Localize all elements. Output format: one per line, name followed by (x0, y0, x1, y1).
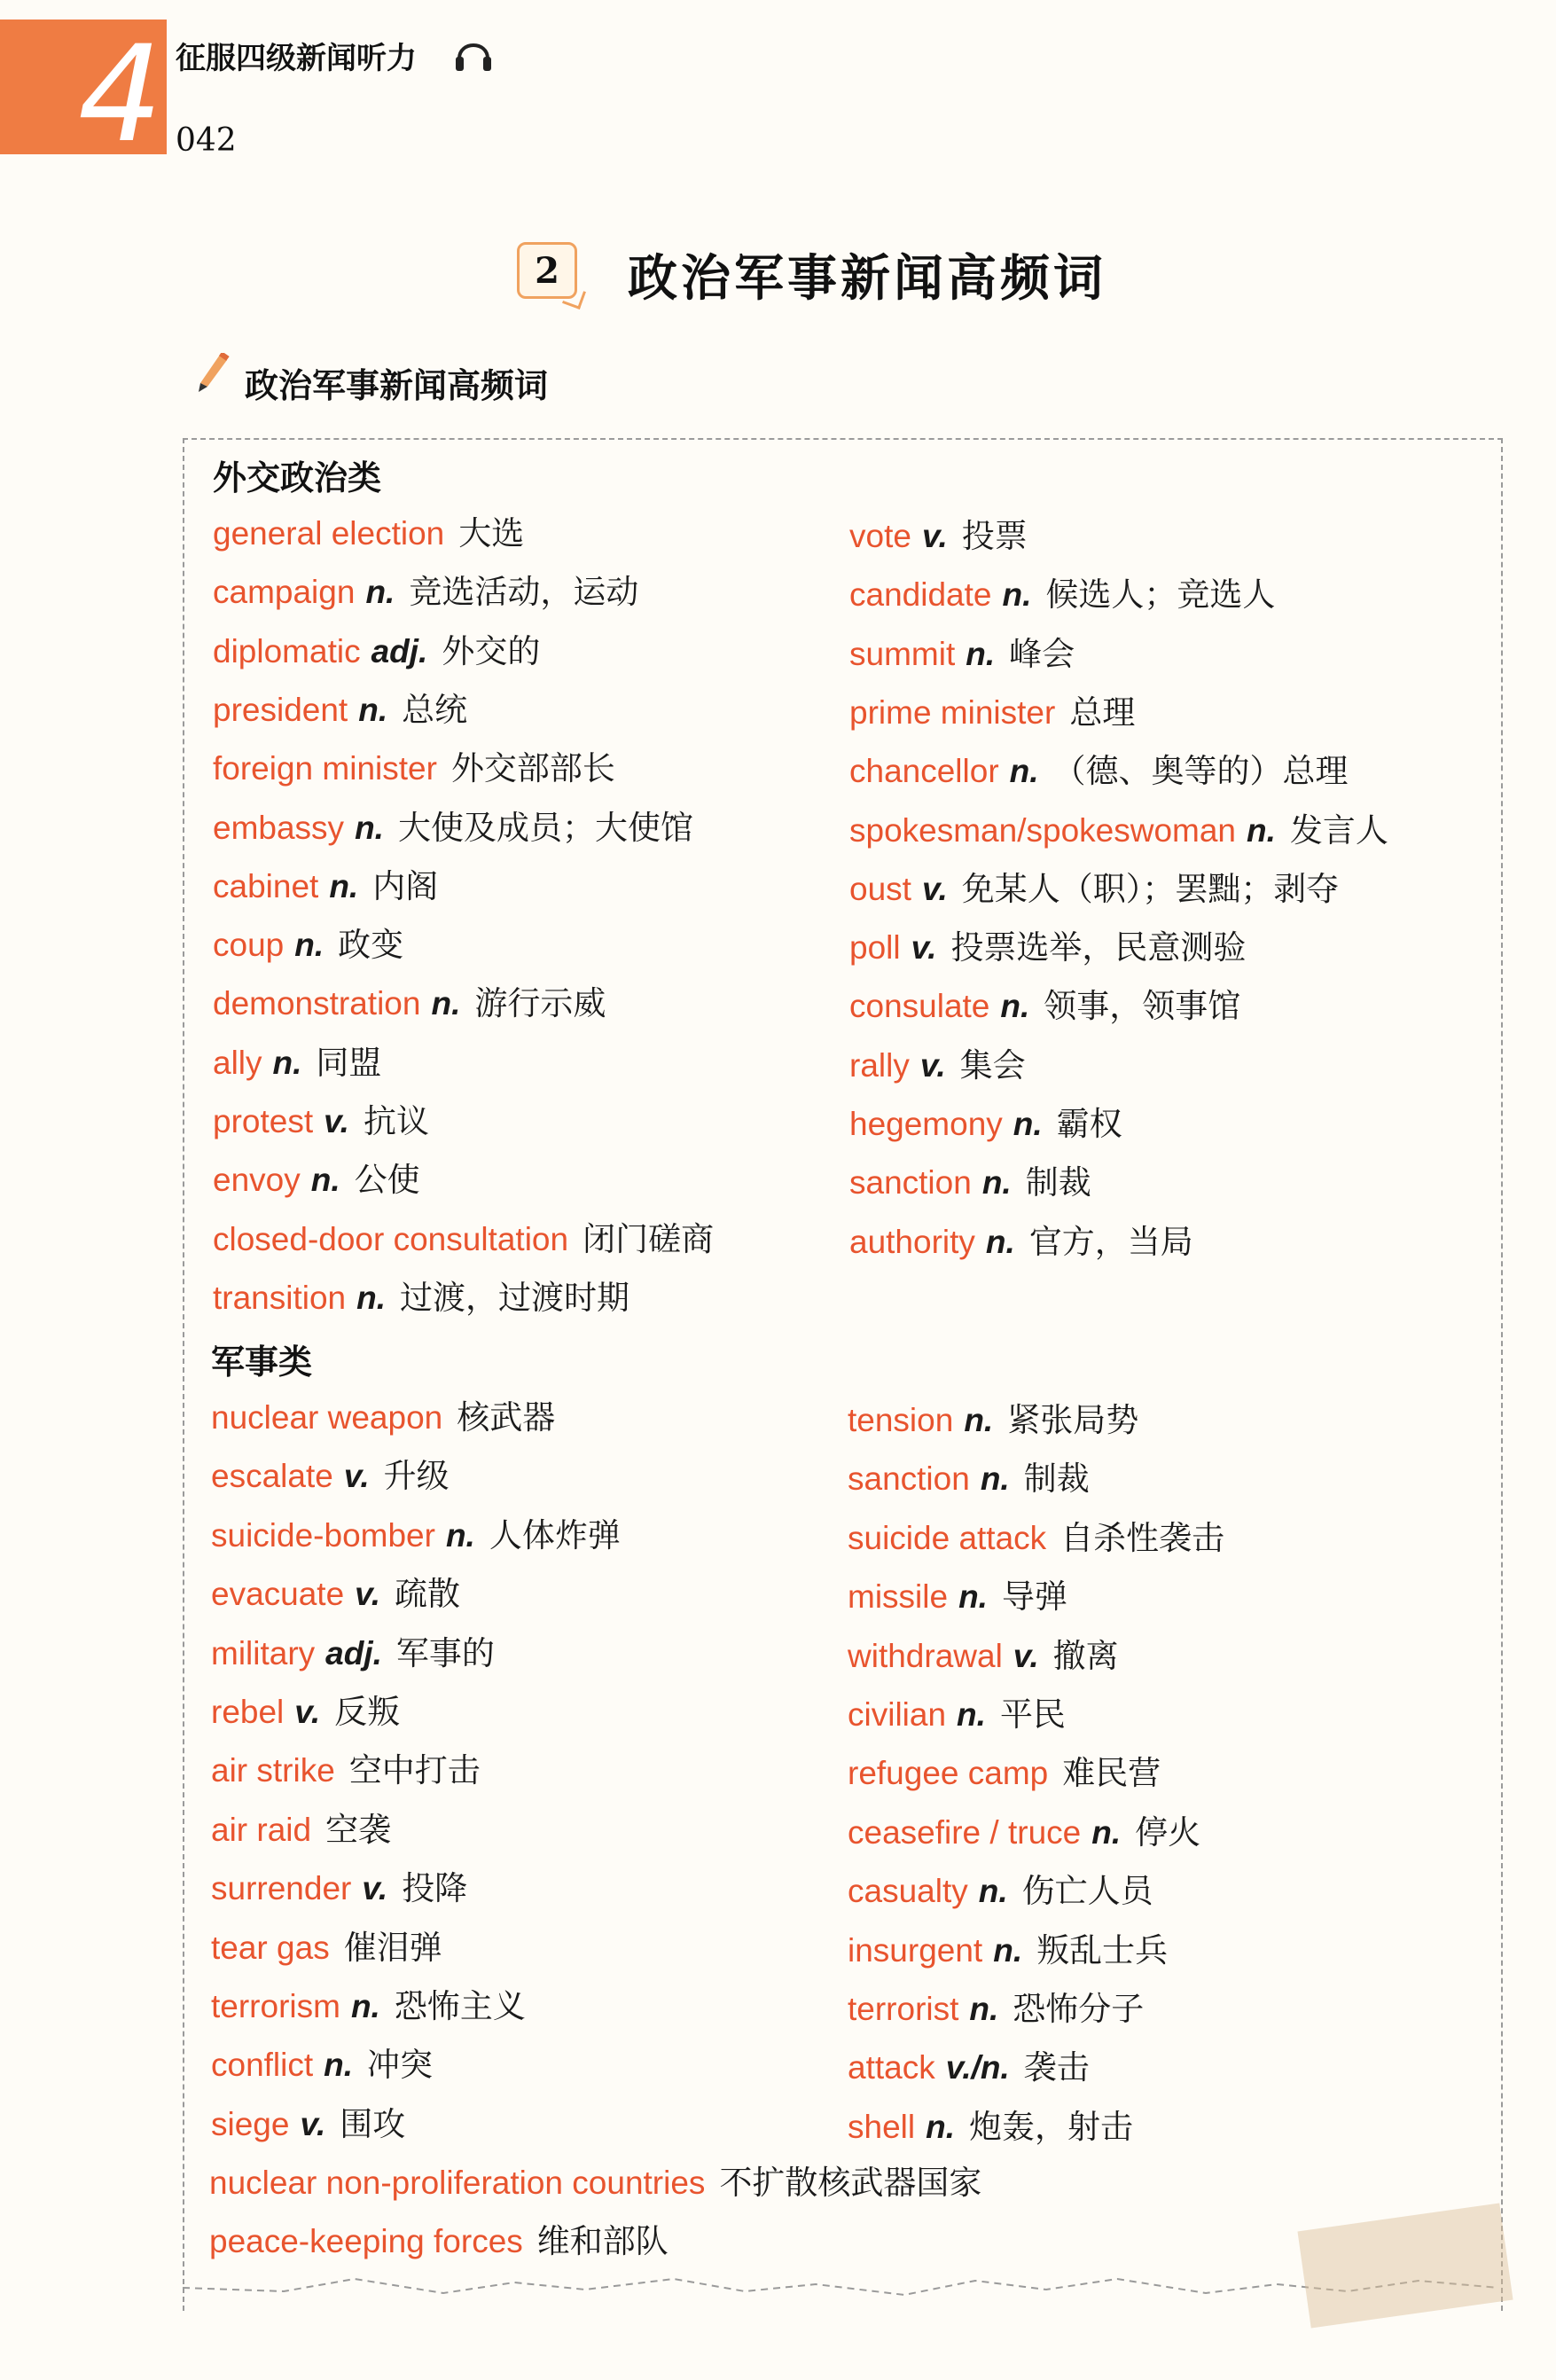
vocab-part-of-speech: n. (993, 1931, 1023, 1969)
vocab-term: protest (213, 1103, 314, 1139)
vocab-meaning: 人体炸弹 (489, 1515, 621, 1554)
vocab-meaning: 平民 (999, 1695, 1066, 1734)
vocab-part-of-speech: n. (980, 1460, 1010, 1498)
vocab-meaning: 维和部队 (536, 2222, 669, 2260)
vocab-entry (209, 2164, 981, 2203)
vocab-part-of-speech: n. (1000, 988, 1030, 1025)
book-title: 征服四级新闻听力 (176, 41, 417, 76)
vocab-term: terrorism (211, 1988, 340, 2024)
vocab-term: sanction (848, 1460, 970, 1498)
vocab-entry (849, 870, 1339, 909)
vocab-term: spokesman/spokeswoman (849, 811, 1236, 849)
vocab-term: suicide attack (848, 1519, 1047, 1556)
vocab-term: attack (848, 2049, 935, 2086)
vocab-term: closed-door consultation (213, 1220, 569, 1257)
vocab-entry (211, 1693, 400, 1732)
vocab-term: rebel (211, 1694, 285, 1730)
vocab-part-of-speech: v. (362, 1870, 388, 1907)
vocab-part-of-speech: adj. (325, 1634, 382, 1671)
vocab-meaning: 同盟 (316, 1043, 382, 1082)
chapter-header-block (0, 18, 167, 172)
vocab-entry (849, 752, 1349, 791)
vocab-term: president (213, 691, 348, 728)
vocab-meaning: 疏散 (395, 1575, 460, 1614)
vocab-meaning: 停火 (1135, 1812, 1201, 1852)
vocab-meaning: 升级 (383, 1457, 450, 1496)
vocab-part-of-speech: n. (978, 1873, 1008, 1910)
section-number-badge: 2 (517, 242, 577, 299)
vocab-part-of-speech: n. (356, 1279, 387, 1316)
vocab-entry (848, 2108, 1133, 2147)
vocab-term: vote (849, 518, 911, 554)
vocab-term: chancellor (849, 753, 999, 790)
vocab-entry (848, 1695, 1066, 1734)
vocab-term: missile (848, 1578, 949, 1616)
vocab-meaning: 内阁 (372, 866, 439, 905)
vocab-part-of-speech: n. (445, 1516, 475, 1554)
vocab-entry (849, 987, 1240, 1026)
vocab-entry (848, 1637, 1119, 1676)
vocab-meaning: 紧张局势 (1007, 1401, 1139, 1439)
vocab-term: prime minister (849, 693, 1056, 731)
vocab-entry (211, 1929, 442, 1968)
vocab-term: air raid (211, 1811, 312, 1848)
vocab-meaning: 冲突 (367, 2046, 434, 2085)
vocab-term: peace-keeping forces (209, 2223, 523, 2259)
chapter-number: 4 (78, 18, 163, 172)
vocab-entry (849, 1163, 1091, 1202)
vocab-meaning: 发言人 (1289, 810, 1388, 849)
vocab-term: rally (849, 1046, 910, 1084)
vocab-meaning: 官方，当局 (1028, 1222, 1193, 1261)
vocab-part-of-speech: v. (919, 1046, 946, 1084)
vocab-entry (211, 1398, 555, 1437)
vocab-meaning: 催泪弹 (343, 1928, 442, 1967)
vocab-entry (848, 1990, 1144, 2029)
vocab-entry (213, 1220, 714, 1259)
vocab-part-of-speech: v. (300, 2105, 326, 2142)
vocab-meaning: 闭门磋商 (583, 1219, 715, 1258)
vocab-term: foreign minister (213, 750, 437, 787)
vocab-entry (848, 1578, 1067, 1617)
vocab-meaning: 大使及成员；大使馆 (397, 808, 693, 847)
vocab-part-of-speech: n. (981, 1164, 1012, 1202)
vocab-entry (848, 1931, 1168, 1970)
vocab-part-of-speech: n. (958, 1578, 988, 1616)
vocab-part-of-speech: n. (329, 867, 359, 904)
vocab-meaning: 外交的 (442, 631, 541, 670)
vocab-meaning: 空袭 (325, 1810, 392, 1849)
vocab-meaning: 峰会 (1009, 634, 1075, 673)
vocab-meaning: 游行示威 (474, 984, 606, 1023)
vocab-term: embassy (213, 809, 345, 846)
vocab-part-of-speech: v. (921, 518, 948, 554)
vocab-entry (213, 691, 467, 730)
vocab-part-of-speech: n. (358, 691, 388, 728)
vocab-term: withdrawal (848, 1637, 1003, 1674)
vocab-term: authority (849, 1223, 975, 1260)
vocab-part-of-speech: v. (355, 1576, 380, 1613)
vocab-part-of-speech: n. (294, 927, 324, 964)
vocab-part-of-speech: n. (272, 1044, 302, 1081)
vocab-part-of-speech: v. (921, 870, 948, 907)
vocab-entry (209, 2222, 669, 2261)
vocab-part-of-speech: n. (1009, 753, 1039, 790)
vocab-part-of-speech: n. (1002, 576, 1032, 614)
vocab-entry (213, 809, 693, 848)
vocab-part-of-speech: n. (957, 1696, 986, 1733)
vocab-entry (211, 1811, 391, 1850)
vocab-entry (211, 1987, 526, 2026)
vocab-term: casualty (848, 1873, 968, 1910)
vocab-entry (211, 1751, 481, 1790)
vocab-meaning: （德、奥等的）总理 (1052, 752, 1349, 791)
vocab-meaning: 军事的 (395, 1633, 495, 1672)
vocab-entry (849, 575, 1275, 615)
vocab-term: sanction (849, 1164, 972, 1202)
vocab-meaning: 导弹 (1001, 1578, 1067, 1617)
vocab-meaning: 恐怖主义 (394, 1987, 526, 2025)
vocab-term: transition (213, 1279, 347, 1316)
vocab-part-of-speech: n. (966, 635, 996, 672)
vocab-part-of-speech: v. (343, 1458, 370, 1495)
vocab-term: oust (849, 870, 911, 907)
vocab-entry (849, 811, 1388, 850)
vocab-meaning: 自杀性袭击 (1060, 1518, 1225, 1557)
vocab-meaning: 投降 (402, 1869, 468, 1908)
vocab-term: escalate (211, 1458, 333, 1495)
vocab-term: shell (848, 2108, 916, 2145)
vocab-entry (849, 1223, 1193, 1262)
vocab-part-of-speech: v. (1013, 1637, 1039, 1674)
vocab-part-of-speech: n. (985, 1223, 1015, 1260)
vocab-meaning: 总理 (1069, 693, 1136, 732)
vocab-term: air strike (211, 1752, 335, 1789)
vocab-term: candidate (849, 576, 992, 614)
vocab-entry (849, 693, 1135, 732)
vocab-meaning: 领事，领事馆 (1044, 987, 1241, 1026)
vocab-term: insurgent (848, 1931, 983, 1969)
vocab-meaning: 反叛 (334, 1693, 401, 1731)
vocab-entry (849, 1046, 1026, 1085)
vocab-term: general election (213, 515, 445, 552)
vocab-entry (211, 1634, 495, 1673)
vocab-entry (849, 517, 1028, 556)
vocab-meaning: 候选人；竞选人 (1045, 575, 1276, 615)
subsection-title: 政治军事新闻高频词 (245, 366, 549, 405)
vocab-term: evacuate (211, 1576, 345, 1613)
vocab-part-of-speech: n. (964, 1402, 994, 1438)
category-diplomacy: 外交政治类 (213, 458, 382, 497)
vocab-term: consulate (849, 988, 990, 1025)
page-number: 042 (176, 122, 237, 159)
vocab-meaning: 空中打击 (348, 1751, 481, 1790)
vocab-part-of-speech: n. (969, 1991, 999, 2027)
vocab-part-of-speech: n. (350, 1988, 380, 2024)
vocab-entry (211, 2046, 433, 2085)
vocab-entry (211, 1457, 450, 1496)
vocab-entry (213, 867, 438, 906)
vocab-part-of-speech: v. (911, 929, 937, 967)
vocab-term: campaign (213, 574, 356, 611)
vocab-part-of-speech: n. (926, 2108, 955, 2145)
vocab-term: siege (211, 2105, 290, 2142)
vocab-meaning: 霸权 (1056, 1105, 1122, 1143)
vocab-part-of-speech: adj. (371, 632, 428, 669)
vocab-meaning: 袭击 (1023, 2048, 1090, 2087)
vocab-entry (848, 1519, 1224, 1558)
vocab-meaning: 恐怖分子 (1013, 1990, 1145, 2028)
vocab-meaning: 难民营 (1062, 1754, 1161, 1793)
vocab-entry (213, 1161, 420, 1200)
vocab-entry (211, 2105, 405, 2144)
vocab-entry (848, 2048, 1090, 2087)
vocab-meaning: 外交部部长 (450, 749, 615, 788)
vocab-meaning: 免某人（职）；罢黜；剥夺 (961, 869, 1340, 908)
vocab-entry (848, 1872, 1153, 1911)
vocab-term: cabinet (213, 867, 319, 904)
vocab-meaning: 总统 (402, 690, 468, 729)
vocab-part-of-speech: n. (1091, 1813, 1122, 1851)
vocab-entry (213, 573, 638, 612)
vocab-term: coup (213, 927, 285, 964)
vocab-term: poll (849, 929, 901, 967)
headphone-icon (454, 32, 493, 74)
vocab-meaning: 制裁 (1025, 1163, 1091, 1202)
vocab-term: summit (849, 635, 956, 672)
vocab-entry (213, 1279, 629, 1318)
vocab-part-of-speech: n. (1013, 1106, 1043, 1142)
vocab-entry (213, 926, 403, 965)
vocab-term: civilian (848, 1696, 947, 1733)
vocab-meaning: 过渡，过渡时期 (400, 1278, 630, 1317)
vocab-part-of-speech: v./n. (945, 2049, 1010, 2086)
vocab-term: diplomatic (213, 632, 361, 669)
vocab-meaning: 公使 (354, 1161, 420, 1200)
vocab-meaning: 投票选举，民意测验 (950, 928, 1247, 967)
vocab-meaning: 炮轰，射击 (969, 2107, 1133, 2146)
vocab-term: tear gas (211, 1929, 330, 1966)
vocab-meaning: 投票 (961, 517, 1028, 555)
vocab-entry (213, 749, 615, 788)
vocab-meaning: 不扩散核武器国家 (719, 2164, 982, 2202)
vocab-meaning: 核武器 (457, 1398, 556, 1437)
category-military: 军事类 (211, 1343, 313, 1382)
vocab-meaning: 大选 (458, 514, 525, 552)
vocab-part-of-speech: n. (1247, 811, 1276, 849)
vocab-term: conflict (211, 2047, 314, 2084)
vocab-term: hegemony (849, 1106, 1003, 1142)
vocab-term: nuclear weapon (211, 1399, 443, 1436)
vocab-entry (848, 1813, 1200, 1852)
vocab-entry (211, 1869, 467, 1908)
vocab-meaning: 制裁 (1023, 1460, 1090, 1499)
vocab-part-of-speech: n. (310, 1162, 340, 1199)
vocab-term: terrorist (848, 1991, 959, 2027)
vocab-meaning: 围攻 (340, 2104, 406, 2143)
vocab-part-of-speech: n. (324, 2047, 354, 2084)
vocab-term: tension (848, 1402, 954, 1438)
vocab-term: military (211, 1634, 316, 1671)
vocab-entry (849, 1105, 1122, 1144)
vocab-term: refugee camp (848, 1755, 1049, 1792)
vocab-entry (849, 928, 1246, 967)
vocab-entry (213, 514, 524, 553)
vocab-meaning: 伤亡人员 (1021, 1872, 1153, 1911)
vocab-term: nuclear non-proliferation countries (209, 2165, 706, 2201)
section-title: 政治军事新闻高频词 (628, 250, 1106, 308)
vocab-meaning: 撤离 (1052, 1636, 1119, 1675)
vocab-meaning: 叛乱士兵 (1036, 1930, 1169, 1969)
pencil-icon (197, 353, 232, 394)
vocab-entry (848, 1460, 1090, 1499)
vocab-meaning: 集会 (959, 1045, 1026, 1084)
vocab-term: ally (213, 1044, 262, 1081)
vocab-term: envoy (213, 1162, 301, 1199)
vocab-term: ceasefire / truce (848, 1813, 1082, 1851)
vocab-part-of-speech: n. (365, 574, 395, 611)
vocab-part-of-speech: n. (355, 809, 384, 846)
vocab-meaning: 抗议 (363, 1102, 429, 1140)
vocab-part-of-speech: v. (294, 1694, 321, 1730)
vocab-term: demonstration (213, 985, 421, 1022)
vocab-entry (211, 1516, 621, 1555)
vocab-entry (211, 1575, 460, 1614)
vocab-meaning: 竞选活动，运动 (409, 573, 639, 612)
vocab-entry (213, 632, 540, 671)
vocab-part-of-speech: v. (324, 1103, 349, 1139)
vocab-entry (213, 1102, 429, 1141)
vocab-meaning: 政变 (338, 926, 404, 965)
vocab-entry (849, 635, 1075, 674)
vocab-term: suicide-bomber (211, 1516, 435, 1554)
vocab-entry (213, 1044, 381, 1083)
vocab-entry (213, 984, 606, 1023)
vocab-term: surrender (211, 1870, 352, 1907)
vocab-entry (848, 1754, 1161, 1793)
vocab-entry (848, 1401, 1138, 1440)
vocab-part-of-speech: n. (431, 985, 461, 1022)
